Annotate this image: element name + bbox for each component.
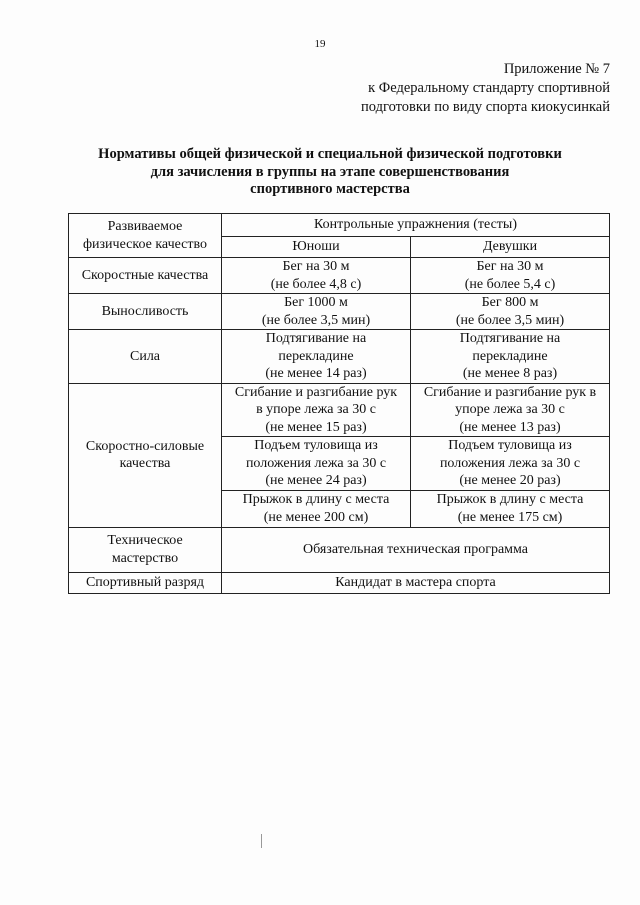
quality-cell: Сила xyxy=(69,330,222,384)
title-line: Нормативы общей физической и специальной физической подготовки xyxy=(98,146,562,162)
table-header-row xyxy=(69,214,610,237)
table-row xyxy=(69,258,610,294)
cell-line: перекладине xyxy=(278,348,354,364)
page-number: 19 xyxy=(314,38,326,50)
cell-line: Подтягивание на xyxy=(265,331,367,346)
cell-line: (не менее 8 раз) xyxy=(462,366,558,381)
title-line: для зачисления в группы на этапе совершенствования xyxy=(150,163,510,180)
cell-line: (не менее 20 раз) xyxy=(459,473,561,488)
table-row xyxy=(69,527,610,572)
header-text: Развиваемое xyxy=(107,219,183,234)
cell-line: положения лежа за 30 с xyxy=(245,455,387,471)
cell-line: Подтягивание на xyxy=(459,331,561,346)
cell-line: (не более 4,8 с) xyxy=(270,276,362,292)
quality-cell xyxy=(69,527,222,572)
cell-line: Прыжок в длину с места xyxy=(436,492,584,507)
cell-line: Сгибание и разгибание рук в xyxy=(423,384,597,400)
rank-value-cell: Кандидат в мастера спорта xyxy=(222,572,610,593)
cell-line: (не менее 175 см) xyxy=(457,509,563,525)
cell-line: (не менее 200 см) xyxy=(263,509,369,525)
title-line: спортивного мастерства xyxy=(250,181,410,197)
girls-cell xyxy=(411,490,610,527)
cell-line: Сгибание и разгибание рук xyxy=(234,384,398,400)
table-row xyxy=(69,572,610,593)
girls-cell xyxy=(411,294,610,330)
cell-line: (не более 3,5 мин) xyxy=(455,312,565,328)
cell-line: перекладине xyxy=(472,348,548,364)
cell-line: (не более 5,4 с) xyxy=(464,276,556,292)
cell-line: мастерство xyxy=(111,550,179,566)
appendix-line: к Федеральному стандарту спортивной xyxy=(368,80,610,96)
cell-line: Бег 800 м xyxy=(481,295,539,310)
header-boys-cell: Юноши xyxy=(222,237,411,258)
appendix-reference xyxy=(361,60,610,117)
boys-cell xyxy=(222,294,411,330)
cell-line: (не менее 14 раз) xyxy=(265,366,367,381)
girls-cell xyxy=(411,330,610,384)
boys-cell xyxy=(222,437,411,491)
cell-line: в упоре лежа за 30 с xyxy=(256,402,376,417)
table-row xyxy=(69,330,610,384)
header-tests-cell: Контрольные упражнения (тесты) xyxy=(222,214,610,237)
cell-line: Бег 1000 м xyxy=(284,295,348,310)
cell-line: (не менее 15 раз) xyxy=(265,419,367,435)
header-girls-cell: Девушки xyxy=(411,237,610,258)
cell-line: Бег на 30 м xyxy=(476,259,544,274)
cell-line: Техническое xyxy=(107,533,183,548)
quality-cell: Выносливость xyxy=(69,294,222,330)
cell-line: Скоростно-силовые xyxy=(85,438,205,454)
scan-mark xyxy=(261,834,262,848)
cell-line: положения лежа за 30 с xyxy=(439,455,581,471)
cell-line: (не менее 24 раз) xyxy=(265,473,367,488)
girls-cell xyxy=(411,258,610,294)
boys-cell xyxy=(222,258,411,294)
cell-line: (не более 3,5 мин) xyxy=(261,312,371,328)
cell-line: качества xyxy=(119,456,171,471)
quality-cell: Спортивный разряд xyxy=(69,572,222,593)
cell-line: Подъем туловища из xyxy=(448,438,572,453)
document-title xyxy=(40,146,620,199)
cell-line: Подъем туловища из xyxy=(254,438,378,453)
technical-value-cell: Обязательная техническая программа xyxy=(222,527,610,572)
table-row xyxy=(69,383,610,437)
appendix-line: Приложение № 7 xyxy=(503,61,610,77)
girls-cell xyxy=(411,383,610,437)
header-text: физическое качество xyxy=(82,236,208,252)
cell-line: упоре лежа за 30 с xyxy=(455,402,565,417)
appendix-line: подготовки по виду спорта киокусинкай xyxy=(361,99,610,115)
norms-table xyxy=(68,213,610,594)
quality-cell xyxy=(69,383,222,527)
girls-cell xyxy=(411,437,610,491)
boys-cell xyxy=(222,383,411,437)
cell-line: Бег на 30 м xyxy=(282,259,350,274)
header-quality-cell xyxy=(69,214,222,258)
cell-line: (не менее 13 раз) xyxy=(459,419,561,435)
quality-cell: Скоростные качества xyxy=(69,258,222,294)
table-row xyxy=(69,294,610,330)
boys-cell xyxy=(222,330,411,384)
cell-line: Прыжок в длину с места xyxy=(242,492,390,507)
boys-cell xyxy=(222,490,411,527)
